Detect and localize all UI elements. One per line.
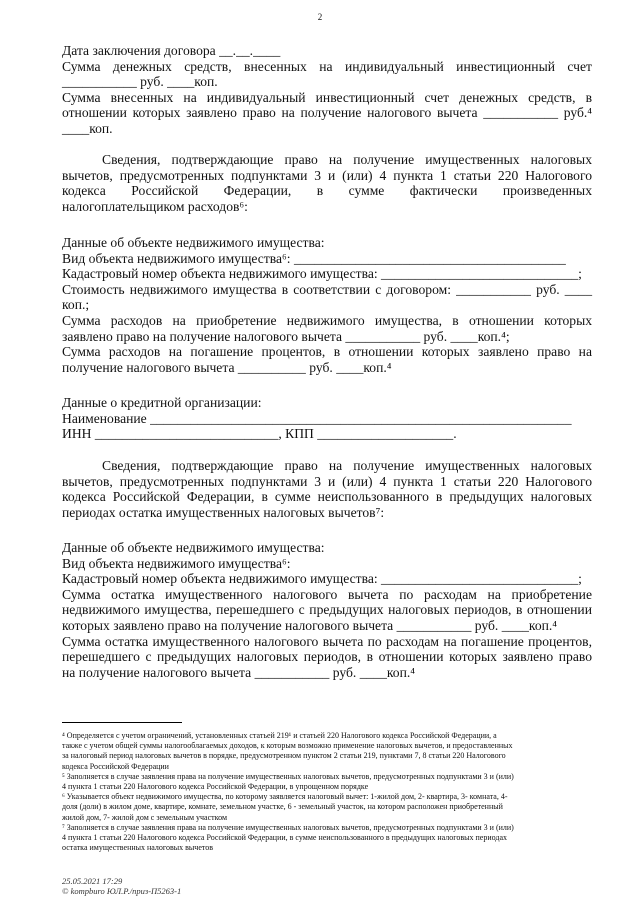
property-type-field: Вид объекта недвижимого имущества⁶: ________________________________________ <box>62 250 566 266</box>
section-carryover <box>62 458 592 520</box>
print-stamp <box>62 876 181 896</box>
iis-claimed-kop: ____коп. <box>62 120 113 136</box>
footnotes <box>62 731 602 853</box>
acquisition-expenses-value: заявлено право на получение налогового вычета ___________ руб. ____коп.⁴; <box>62 328 510 344</box>
interest-balance-label: Сумма остатка имущественного налогового вычета по расходам на погашение процентов, <box>62 633 592 649</box>
interest-balance-text: перешедшего с предыдущих налоговых периодов, в отношении которых заявлено право <box>62 649 592 665</box>
iis-sum-value: ___________ руб. ____коп. <box>62 74 218 90</box>
section1-line: налогоплательщиком расходов⁶: <box>62 198 248 214</box>
footnote-line: также с учетом общей суммы налогооблагаемых доходов, к которым возможно применение налоговых вычетов, и предоставленных <box>62 741 513 751</box>
interest-balance-value: на получение налогового вычета ___________ руб. ____коп.⁴ <box>62 664 416 680</box>
print-timestamp: 25.05.2021 17:29 <box>62 876 123 886</box>
inn-kpp-field: ИНН ___________________________, КПП ____________________. <box>62 426 457 442</box>
print-source: © kompburo ЮЛ.Р./приз-П5263-1 <box>62 886 182 896</box>
section1-line: кодекса Российской Федерации, в сумме фактически произведенных <box>62 183 592 199</box>
contract-block <box>62 43 592 137</box>
section1-line: Сведения, подтверждающие право на получение имущественных налоговых <box>102 152 592 167</box>
footnote-line: за налоговый период налоговых вычетов в порядке, предусмотренном пунктом 2 статьи 219, пунктами 7, 8 статьи 220 Налогового <box>62 751 506 761</box>
acquisition-balance-label: Сумма остатка имущественного налогового вычета по расходам на приобретение <box>62 586 592 602</box>
contract-date: Дата заключения договора __.__.____ <box>62 43 281 58</box>
iis-claimed-label: Сумма внесенных на индивидуальный инвестиционный счет денежных средств, в <box>62 89 592 105</box>
iis-claimed-text: отношении которых заявлено право на получение налогового вычета ___________ руб.⁴ <box>62 105 592 121</box>
property-type-field: Вид объекта недвижимого имущества⁶: <box>62 555 291 571</box>
page-number: 2 <box>317 12 323 22</box>
property-block-1 <box>62 235 592 375</box>
cadastral-number-field: Кадастровый номер объекта недвижимого имущества: _____________________________; <box>62 571 582 587</box>
section2-line: Сведения, подтверждающие право на получение имущественных налоговых <box>102 458 592 473</box>
section2-line: периодах остатка имущественных налоговых вычетов⁷: <box>62 504 385 520</box>
property-heading: Данные об объекте недвижимого имущества: <box>62 540 325 555</box>
credit-org-name-field: Наименование ______________________________________________________________ <box>62 410 572 426</box>
property-cost-kop: коп.; <box>62 297 90 313</box>
credit-org-heading: Данные о кредитной организации: <box>62 395 262 410</box>
section2-line: вычетов, предусмотренных подпунктами 3 и (или) 4 пункта 1 статьи 220 Налогового <box>62 473 592 489</box>
iis-sum-label: Сумма денежных средств, внесенных на индивидуальный инвестиционный счет <box>62 58 592 74</box>
footnote-line: доля (доли) в жилом доме, квартире, комнате, земельном участке, 6 - земельный участок, на котором расположен приобретенный <box>62 802 503 812</box>
property-block-2 <box>62 540 592 680</box>
footnote-line: ⁴ Определяется с учетом ограничений, установленных статьей 219¹ и статьей 220 Налогового кодекса Российской Федерации, а <box>62 731 497 740</box>
footnote-line: остатка имущественных налоговых вычетов <box>62 843 214 853</box>
cadastral-number-field: Кадастровый номер объекта недвижимого имущества: _____________________________; <box>62 266 582 282</box>
interest-expenses-value: получение налогового вычета __________ руб. ____коп.⁴ <box>62 359 392 375</box>
footnote-line: жилой дом, 7- жилой дом с земельным участком <box>62 812 228 822</box>
footnote-line: кодекса Российской Федерации <box>62 761 169 771</box>
footnote-separator <box>62 722 182 723</box>
footnote-line: ⁷ Заполняется в случае заявления права на получение имущественных налоговых вычетов, предусмотренных подпунктами 3 и (или) <box>62 822 514 832</box>
property-cost-field: Стоимость недвижимого имущества в соответствии с договором: ___________ руб. ____ <box>62 281 592 297</box>
credit-organization-block <box>62 395 592 442</box>
interest-expenses-label: Сумма расходов на погашение процентов, в отношении которых заявлено право на <box>62 344 592 360</box>
property-heading: Данные об объекте недвижимого имущества: <box>62 235 325 250</box>
acquisition-balance-value: которых заявлено право на получение налогового вычета ___________ руб. ____коп.⁴ <box>62 617 558 633</box>
section-actual-expenses <box>62 152 592 214</box>
acquisition-expenses-label: Сумма расходов на приобретение недвижимого имущества, в отношении которых <box>62 312 592 328</box>
footnote-line: 4 пункта 1 статьи 220 Налогового кодекса Российской Федерации, в упрощенном порядке <box>62 782 369 792</box>
footnote-line: ⁵ Заполняется в случае заявления права на получение имущественных налоговых вычетов, предусмотренных подпунктами 3 и (или) <box>62 771 514 781</box>
acquisition-balance-text: недвижимого имущества, перешедшего с предыдущих налоговых периодов, в отношении <box>62 602 592 618</box>
section1-line: вычетов, предусмотренных подпунктами 3 и (или) 4 пункта 1 статьи 220 Налогового <box>62 167 592 183</box>
section2-line: кодекса Российской Федерации, в сумме неиспользованного в предыдущих налоговых <box>62 489 592 505</box>
footnote-line: 4 пункта 1 статьи 220 Налогового кодекса Российской Федерации, в сумме неиспользованного в предыдущих налоговых периодах <box>62 833 507 843</box>
footnote-line: ⁶ Указывается объект недвижимого имущества, по которому заявляется налоговый вычет: 1-жилой дом, 2- квартира, 3- комната, 4- <box>62 792 508 802</box>
